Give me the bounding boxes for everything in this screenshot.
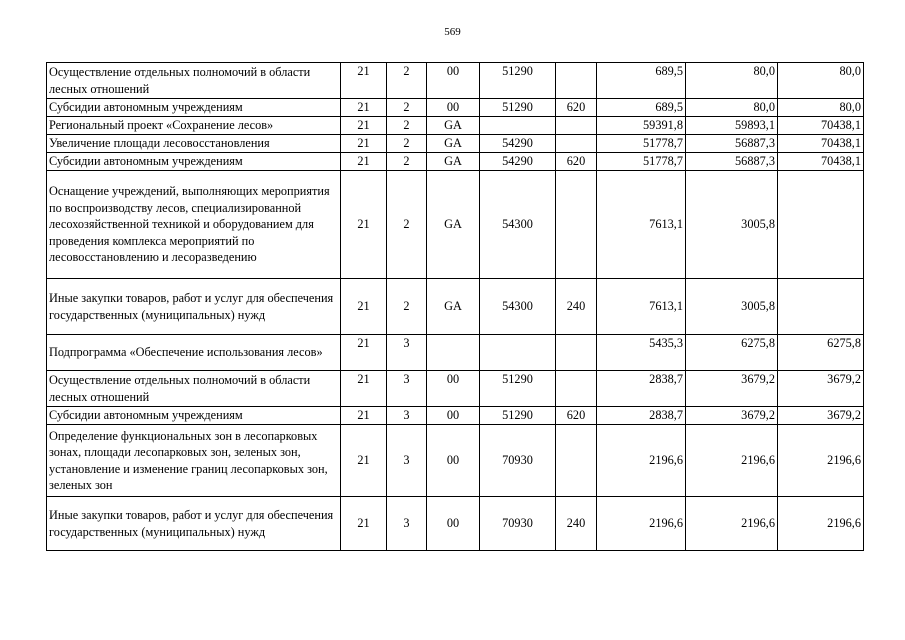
target-code-cell: 51290 — [480, 63, 556, 99]
item-name-cell: Подпрограмма «Обеспечение использования лесов» — [47, 335, 341, 371]
amount-year2-cell: 3679,2 — [686, 407, 778, 425]
program-code-cell: 00 — [427, 497, 480, 551]
amount-year1-cell: 59391,8 — [597, 117, 686, 135]
amount-year1-cell: 7613,1 — [597, 171, 686, 279]
subsection-code-cell: 3 — [387, 407, 427, 425]
expense-type-cell — [556, 135, 597, 153]
program-code-cell: 00 — [427, 425, 480, 497]
amount-year1-cell: 51778,7 — [597, 153, 686, 171]
item-name-cell: Оснащение учреждений, выполняющих мероприятия по воспроизводству лесов, специализированной лесохозяйственной техникой и оборудованием для проведения комплекса мероприятий по лесовосстановлению и лесоразведению — [47, 171, 341, 279]
table-row — [47, 99, 864, 117]
table-row — [47, 497, 864, 551]
section-code-cell: 21 — [341, 117, 387, 135]
subsection-code-cell: 2 — [387, 117, 427, 135]
program-code-cell: GA — [427, 171, 480, 279]
amount-year2-cell: 80,0 — [686, 63, 778, 99]
program-code-cell: 00 — [427, 371, 480, 407]
table-row — [47, 135, 864, 153]
section-code-cell: 21 — [341, 153, 387, 171]
subsection-code-cell: 2 — [387, 99, 427, 117]
table-row — [47, 279, 864, 335]
table-row — [47, 335, 864, 371]
expense-type-cell — [556, 335, 597, 371]
amount-year2-cell: 56887,3 — [686, 135, 778, 153]
target-code-cell — [480, 117, 556, 135]
expense-type-cell — [556, 371, 597, 407]
item-name-cell: Иные закупки товаров, работ и услуг для обеспечения государственных (муниципальных) нужд — [47, 497, 341, 551]
subsection-code-cell: 3 — [387, 371, 427, 407]
expense-type-cell — [556, 425, 597, 497]
amount-year2-cell: 2196,6 — [686, 425, 778, 497]
table-row — [47, 371, 864, 407]
target-code-cell: 51290 — [480, 99, 556, 117]
target-code-cell: 51290 — [480, 371, 556, 407]
item-name-cell: Региональный проект «Сохранение лесов» — [47, 117, 341, 135]
target-code-cell: 54290 — [480, 135, 556, 153]
section-code-cell: 21 — [341, 407, 387, 425]
item-name-cell: Осуществление отдельных полномочий в области лесных отношений — [47, 63, 341, 99]
amount-year1-cell: 51778,7 — [597, 135, 686, 153]
table-row — [47, 117, 864, 135]
target-code-cell: 70930 — [480, 497, 556, 551]
amount-year3-cell: 3679,2 — [778, 371, 864, 407]
item-name-cell: Иные закупки товаров, работ и услуг для обеспечения государственных (муниципальных) нужд — [47, 279, 341, 335]
subsection-code-cell: 3 — [387, 335, 427, 371]
subsection-code-cell: 2 — [387, 279, 427, 335]
program-code-cell: GA — [427, 117, 480, 135]
section-code-cell: 21 — [341, 279, 387, 335]
table-row — [47, 171, 864, 279]
amount-year1-cell: 7613,1 — [597, 279, 686, 335]
expense-type-cell: 240 — [556, 279, 597, 335]
expense-type-cell: 620 — [556, 407, 597, 425]
target-code-cell: 51290 — [480, 407, 556, 425]
section-code-cell: 21 — [341, 371, 387, 407]
subsection-code-cell: 3 — [387, 497, 427, 551]
expense-type-cell: 620 — [556, 153, 597, 171]
page-number: 569 — [444, 26, 461, 38]
amount-year1-cell: 2196,6 — [597, 497, 686, 551]
table-row — [47, 63, 864, 99]
section-code-cell: 21 — [341, 425, 387, 497]
subsection-code-cell: 2 — [387, 171, 427, 279]
target-code-cell: 54300 — [480, 279, 556, 335]
amount-year2-cell: 3005,8 — [686, 279, 778, 335]
table-row — [47, 407, 864, 425]
item-name-cell: Субсидии автономным учреждениям — [47, 153, 341, 171]
program-code-cell: 00 — [427, 99, 480, 117]
section-code-cell: 21 — [341, 335, 387, 371]
program-code-cell: GA — [427, 279, 480, 335]
amount-year2-cell: 2196,6 — [686, 497, 778, 551]
amount-year3-cell: 2196,6 — [778, 497, 864, 551]
table-row — [47, 153, 864, 171]
target-code-cell: 54300 — [480, 171, 556, 279]
section-code-cell: 21 — [341, 135, 387, 153]
item-name-cell: Субсидии автономным учреждениям — [47, 99, 341, 117]
amount-year2-cell: 6275,8 — [686, 335, 778, 371]
budget-table — [46, 62, 864, 551]
amount-year2-cell: 59893,1 — [686, 117, 778, 135]
program-code-cell — [427, 335, 480, 371]
amount-year3-cell: 6275,8 — [778, 335, 864, 371]
expense-type-cell: 620 — [556, 99, 597, 117]
target-code-cell: 70930 — [480, 425, 556, 497]
subsection-code-cell: 2 — [387, 63, 427, 99]
amount-year3-cell — [778, 279, 864, 335]
amount-year1-cell: 5435,3 — [597, 335, 686, 371]
amount-year1-cell: 2838,7 — [597, 371, 686, 407]
subsection-code-cell: 2 — [387, 135, 427, 153]
expense-type-cell: 240 — [556, 497, 597, 551]
expense-type-cell — [556, 117, 597, 135]
section-code-cell: 21 — [341, 171, 387, 279]
section-code-cell: 21 — [341, 99, 387, 117]
amount-year2-cell: 56887,3 — [686, 153, 778, 171]
amount-year3-cell: 70438,1 — [778, 135, 864, 153]
amount-year3-cell: 70438,1 — [778, 117, 864, 135]
amount-year3-cell: 80,0 — [778, 63, 864, 99]
program-code-cell: GA — [427, 135, 480, 153]
program-code-cell: 00 — [427, 407, 480, 425]
expense-type-cell — [556, 171, 597, 279]
subsection-code-cell: 2 — [387, 153, 427, 171]
amount-year2-cell: 80,0 — [686, 99, 778, 117]
amount-year3-cell — [778, 171, 864, 279]
section-code-cell: 21 — [341, 497, 387, 551]
target-code-cell — [480, 335, 556, 371]
amount-year3-cell: 3679,2 — [778, 407, 864, 425]
subsection-code-cell: 3 — [387, 425, 427, 497]
table-row — [47, 425, 864, 497]
amount-year3-cell: 80,0 — [778, 99, 864, 117]
program-code-cell: 00 — [427, 63, 480, 99]
amount-year2-cell: 3679,2 — [686, 371, 778, 407]
amount-year1-cell: 2196,6 — [597, 425, 686, 497]
amount-year1-cell: 689,5 — [597, 99, 686, 117]
item-name-cell: Определение функциональных зон в лесопарковых зонах, площади лесопарковых зон, зеленых зон, установление и изменение границ лесопарковых зон, зеленых зон — [47, 425, 341, 497]
section-code-cell: 21 — [341, 63, 387, 99]
item-name-cell: Субсидии автономным учреждениям — [47, 407, 341, 425]
item-name-cell: Осуществление отдельных полномочий в области лесных отношений — [47, 371, 341, 407]
amount-year3-cell: 2196,6 — [778, 425, 864, 497]
amount-year1-cell: 689,5 — [597, 63, 686, 99]
amount-year3-cell: 70438,1 — [778, 153, 864, 171]
amount-year2-cell: 3005,8 — [686, 171, 778, 279]
amount-year1-cell: 2838,7 — [597, 407, 686, 425]
target-code-cell: 54290 — [480, 153, 556, 171]
item-name-cell: Увеличение площади лесовосстановления — [47, 135, 341, 153]
program-code-cell: GA — [427, 153, 480, 171]
expense-type-cell — [556, 63, 597, 99]
